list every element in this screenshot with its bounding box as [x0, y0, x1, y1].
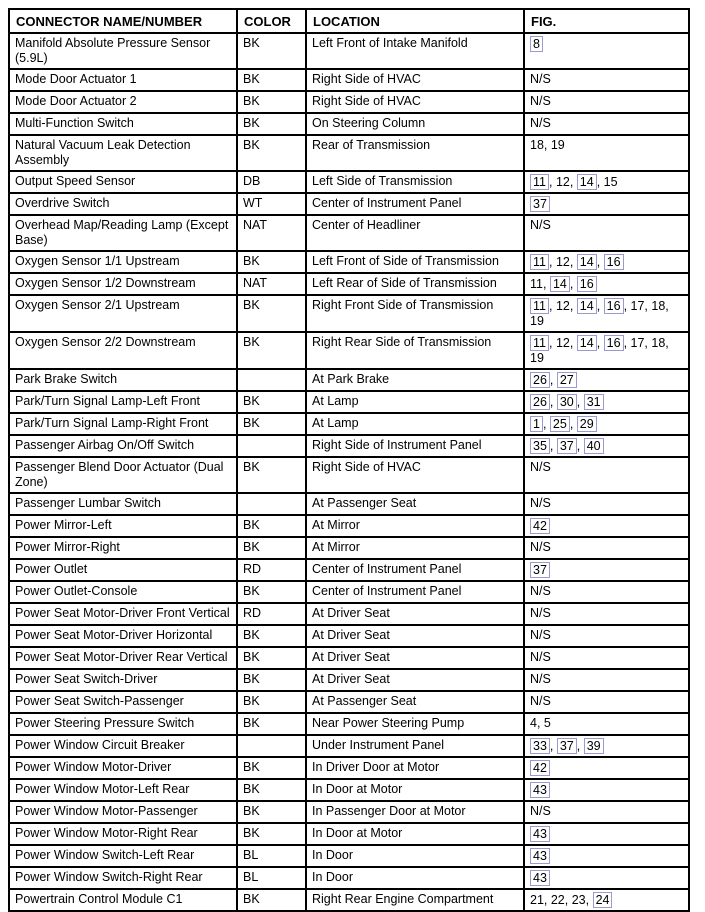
fig-separator: ,	[665, 299, 669, 313]
connector-color-cell: BK	[237, 135, 306, 171]
connector-name-cell: Oxygen Sensor 2/2 Downstream	[9, 332, 237, 369]
connector-name-cell: Power Window Switch-Left Rear	[9, 845, 237, 867]
table-row	[9, 889, 689, 911]
connector-name-cell: Power Seat Motor-Driver Horizontal	[9, 625, 237, 647]
connector-color-cell: BK	[237, 691, 306, 713]
figure-link[interactable]: 37	[530, 562, 550, 578]
fig-separator: ,	[569, 299, 577, 313]
connector-color-cell: BK	[237, 625, 306, 647]
connector-name-cell: Passenger Lumbar Switch	[9, 493, 237, 515]
fig-separator: ,	[576, 739, 584, 753]
table-row	[9, 779, 689, 801]
table-row	[9, 845, 689, 867]
figure-link[interactable]: 11	[530, 254, 549, 270]
figure-number: 18	[530, 138, 544, 152]
connector-location-cell: Right Side of HVAC	[306, 91, 524, 113]
connector-location-cell: Right Side of Instrument Panel	[306, 435, 524, 457]
figure-numbers-cell	[524, 332, 689, 369]
fig-separator: ,	[623, 336, 631, 350]
figure-link[interactable]: 42	[530, 518, 550, 534]
connector-location-cell: Right Side of HVAC	[306, 69, 524, 91]
connector-location-cell: At Driver Seat	[306, 669, 524, 691]
figure-numbers-cell	[524, 435, 689, 457]
connector-color-cell: BK	[237, 779, 306, 801]
connector-color-cell: BK	[237, 457, 306, 493]
connector-name-cell: Natural Vacuum Leak Detection Assembly	[9, 135, 237, 171]
figure-numbers-cell	[524, 193, 689, 215]
figure-number: N/S	[530, 606, 551, 620]
figure-link[interactable]: 43	[530, 826, 550, 842]
connector-location-cell: At Mirror	[306, 537, 524, 559]
connector-name-cell: Power Mirror-Right	[9, 537, 237, 559]
figure-number: 12	[555, 175, 570, 189]
figure-number: 18	[651, 336, 666, 350]
figure-link[interactable]: 14	[550, 276, 570, 292]
figure-numbers-cell	[524, 251, 689, 273]
figure-link[interactable]: 43	[530, 870, 550, 886]
figure-numbers-cell	[524, 889, 689, 911]
connector-location-cell: Under Instrument Panel	[306, 735, 524, 757]
connector-name-cell: Power Window Motor-Left Rear	[9, 779, 237, 801]
connector-location-cell: Right Front Side of Transmission	[306, 295, 524, 332]
connector-color-cell: BL	[237, 867, 306, 889]
connector-location-cell: Right Rear Side of Transmission	[306, 332, 524, 369]
figure-number: 22	[550, 893, 565, 907]
connector-name-cell: Manifold Absolute Pressure Sensor (5.9L)	[9, 33, 237, 69]
figure-link[interactable]: 37	[530, 196, 550, 212]
connector-location-cell: At Passenger Seat	[306, 691, 524, 713]
figure-link[interactable]: 35	[530, 438, 550, 454]
connector-color-cell: BK	[237, 33, 306, 69]
figure-numbers-cell	[524, 735, 689, 757]
connector-location-cell: In Door	[306, 867, 524, 889]
fig-separator: ,	[543, 138, 551, 152]
figure-link[interactable]: 16	[604, 335, 624, 351]
figure-numbers-cell	[524, 171, 689, 193]
connector-color-cell	[237, 369, 306, 391]
figure-number: 4	[530, 716, 537, 730]
connector-location-cell: At Lamp	[306, 391, 524, 413]
connector-name-cell: Power Window Motor-Passenger	[9, 801, 237, 823]
figure-numbers-cell	[524, 581, 689, 603]
table-row	[9, 691, 689, 713]
fig-separator: ,	[596, 299, 604, 313]
table-row	[9, 193, 689, 215]
connector-location-cell: Right Side of HVAC	[306, 457, 524, 493]
connector-color-cell: WT	[237, 193, 306, 215]
figure-numbers-cell	[524, 537, 689, 559]
connector-name-cell: Passenger Airbag On/Off Switch	[9, 435, 237, 457]
figure-link[interactable]: 43	[530, 848, 550, 864]
figure-numbers-cell	[524, 867, 689, 889]
figure-number: N/S	[530, 672, 551, 686]
connector-color-cell: BK	[237, 669, 306, 691]
connector-location-table	[8, 8, 690, 912]
figure-number: 18	[651, 299, 666, 313]
header-color: COLOR	[237, 9, 306, 33]
connector-location-cell: At Lamp	[306, 413, 524, 435]
table-row	[9, 435, 689, 457]
fig-separator: ,	[576, 439, 584, 453]
fig-separator: ,	[564, 893, 572, 907]
figure-link[interactable]: 1	[530, 416, 543, 432]
connector-color-cell: BK	[237, 537, 306, 559]
table-row	[9, 713, 689, 735]
connector-location-cell: At Driver Seat	[306, 625, 524, 647]
connector-color-cell: BK	[237, 113, 306, 135]
connector-color-cell: NAT	[237, 215, 306, 251]
connector-location-cell: Right Rear Engine Compartment	[306, 889, 524, 911]
figure-link[interactable]: 42	[530, 760, 550, 776]
figure-link[interactable]: 16	[577, 276, 597, 292]
fig-separator: ,	[665, 336, 669, 350]
figure-link[interactable]: 11	[530, 298, 549, 314]
figure-numbers-cell	[524, 391, 689, 413]
figure-numbers-cell	[524, 69, 689, 91]
figure-number: 17	[630, 299, 645, 313]
fig-separator: ,	[548, 336, 556, 350]
header-connector-name: CONNECTOR NAME/NUMBER	[9, 9, 237, 33]
figure-link[interactable]: 14	[577, 298, 597, 314]
figure-link[interactable]: 14	[577, 174, 597, 190]
figure-number: N/S	[530, 540, 551, 554]
figure-numbers-cell	[524, 369, 689, 391]
connector-name-cell: Power Seat Switch-Passenger	[9, 691, 237, 713]
table-row	[9, 413, 689, 435]
fig-separator: ,	[549, 395, 557, 409]
connector-location-cell: In Driver Door at Motor	[306, 757, 524, 779]
connector-name-cell: Overdrive Switch	[9, 193, 237, 215]
figure-number: N/S	[530, 496, 551, 510]
connector-name-cell: Oxygen Sensor 2/1 Upstream	[9, 295, 237, 332]
table-row	[9, 273, 689, 295]
figure-numbers-cell	[524, 135, 689, 171]
table-row	[9, 669, 689, 691]
figure-number: 21	[530, 893, 544, 907]
figure-link[interactable]: 30	[557, 394, 577, 410]
fig-separator: ,	[596, 175, 604, 189]
connector-color-cell: NAT	[237, 273, 306, 295]
figure-number: 23	[571, 893, 586, 907]
connector-name-cell: Output Speed Sensor	[9, 171, 237, 193]
figure-link[interactable]: 37	[557, 438, 577, 454]
figure-link[interactable]: 26	[530, 372, 550, 388]
connector-color-cell	[237, 493, 306, 515]
table-row	[9, 647, 689, 669]
connector-name-cell: Overhead Map/Reading Lamp (Except Base)	[9, 215, 237, 251]
figure-numbers-cell	[524, 647, 689, 669]
table-row	[9, 33, 689, 69]
table-row	[9, 69, 689, 91]
connector-name-cell: Oxygen Sensor 1/1 Upstream	[9, 251, 237, 273]
connector-location-cell: Center of Instrument Panel	[306, 559, 524, 581]
table-row	[9, 457, 689, 493]
connector-location-cell: In Door	[306, 845, 524, 867]
connector-name-cell: Power Steering Pressure Switch	[9, 713, 237, 735]
connector-color-cell: BK	[237, 581, 306, 603]
figure-numbers-cell	[524, 515, 689, 537]
figure-link[interactable]: 25	[550, 416, 570, 432]
figure-number: 19	[530, 314, 544, 328]
figure-numbers-cell	[524, 273, 689, 295]
figure-numbers-cell	[524, 295, 689, 332]
table-header-row	[9, 9, 689, 33]
fig-separator: ,	[548, 175, 556, 189]
figure-numbers-cell	[524, 559, 689, 581]
connector-color-cell: BK	[237, 823, 306, 845]
figure-link[interactable]: 16	[604, 298, 624, 314]
table-row	[9, 603, 689, 625]
figure-link[interactable]: 37	[557, 738, 577, 754]
connector-name-cell: Passenger Blend Door Actuator (Dual Zone)	[9, 457, 237, 493]
figure-numbers-cell	[524, 113, 689, 135]
table-row	[9, 251, 689, 273]
figure-number: 19	[550, 138, 565, 152]
fig-separator: ,	[569, 255, 577, 269]
fig-separator: ,	[569, 277, 577, 291]
figure-number: N/S	[530, 116, 551, 130]
figure-number: 5	[543, 716, 551, 730]
connector-color-cell: BK	[237, 413, 306, 435]
figure-numbers-cell	[524, 215, 689, 251]
connector-color-cell: BL	[237, 845, 306, 867]
connector-location-cell: Left Side of Transmission	[306, 171, 524, 193]
connector-name-cell: Oxygen Sensor 1/2 Downstream	[9, 273, 237, 295]
table-row	[9, 581, 689, 603]
figure-number: N/S	[530, 584, 551, 598]
fig-separator: ,	[548, 255, 556, 269]
fig-separator: ,	[549, 373, 557, 387]
connector-name-cell: Powertrain Control Module C1	[9, 889, 237, 911]
header-fig: FIG.	[524, 9, 689, 33]
fig-separator: ,	[644, 299, 652, 313]
table-row	[9, 391, 689, 413]
figure-numbers-cell	[524, 669, 689, 691]
figure-link[interactable]: 39	[584, 738, 604, 754]
figure-numbers-cell	[524, 779, 689, 801]
connector-name-cell: Mode Door Actuator 2	[9, 91, 237, 113]
fig-separator: ,	[596, 336, 604, 350]
connector-location-cell: At Passenger Seat	[306, 493, 524, 515]
figure-link[interactable]: 14	[577, 254, 597, 270]
figure-number: 12	[555, 299, 570, 313]
figure-number: N/S	[530, 650, 551, 664]
figure-number: 15	[603, 175, 618, 189]
connector-color-cell	[237, 735, 306, 757]
figure-link[interactable]: 31	[584, 394, 604, 410]
connector-color-cell: BK	[237, 801, 306, 823]
figure-numbers-cell	[524, 33, 689, 69]
table-row	[9, 135, 689, 171]
connector-location-cell: Left Front of Intake Manifold	[306, 33, 524, 69]
figure-link[interactable]: 24	[593, 892, 613, 908]
figure-number: N/S	[530, 94, 551, 108]
table-row	[9, 559, 689, 581]
connector-location-cell: In Passenger Door at Motor	[306, 801, 524, 823]
fig-separator: ,	[596, 255, 604, 269]
connector-name-cell: Power Seat Switch-Driver	[9, 669, 237, 691]
connector-location-cell: Rear of Transmission	[306, 135, 524, 171]
figure-link[interactable]: 16	[604, 254, 624, 270]
fig-separator: ,	[543, 893, 551, 907]
connector-name-cell: Power Window Motor-Right Rear	[9, 823, 237, 845]
connector-color-cell: BK	[237, 713, 306, 735]
figure-numbers-cell	[524, 845, 689, 867]
table-row	[9, 537, 689, 559]
figure-number: N/S	[530, 694, 551, 708]
figure-numbers-cell	[524, 457, 689, 493]
connector-name-cell: Park/Turn Signal Lamp-Right Front	[9, 413, 237, 435]
figure-numbers-cell	[524, 603, 689, 625]
figure-numbers-cell	[524, 91, 689, 113]
connector-location-cell: At Driver Seat	[306, 603, 524, 625]
figure-number: N/S	[530, 628, 551, 642]
connector-color-cell: BK	[237, 757, 306, 779]
connector-name-cell: Power Window Motor-Driver	[9, 757, 237, 779]
connector-color-cell: BK	[237, 251, 306, 273]
table-row	[9, 91, 689, 113]
connector-name-cell: Power Window Switch-Right Rear	[9, 867, 237, 889]
connector-color-cell: BK	[237, 91, 306, 113]
figure-numbers-cell	[524, 493, 689, 515]
connector-color-cell: BK	[237, 515, 306, 537]
connector-color-cell: BK	[237, 332, 306, 369]
figure-number: 12	[555, 336, 570, 350]
fig-separator: ,	[536, 716, 544, 730]
header-location: LOCATION	[306, 9, 524, 33]
connector-location-cell: On Steering Column	[306, 113, 524, 135]
fig-separator: ,	[569, 417, 577, 431]
fig-separator: ,	[576, 395, 584, 409]
fig-separator: ,	[542, 277, 550, 291]
table-row	[9, 801, 689, 823]
table-body	[9, 33, 689, 911]
connector-name-cell: Power Mirror-Left	[9, 515, 237, 537]
fig-separator: ,	[623, 299, 631, 313]
table-row	[9, 735, 689, 757]
connector-color-cell: DB	[237, 171, 306, 193]
figure-number: N/S	[530, 218, 551, 232]
table-row	[9, 295, 689, 332]
table-row	[9, 113, 689, 135]
figure-numbers-cell	[524, 413, 689, 435]
figure-numbers-cell	[524, 625, 689, 647]
figure-numbers-cell	[524, 691, 689, 713]
fig-separator: ,	[542, 417, 550, 431]
connector-name-cell: Power Seat Motor-Driver Front Vertical	[9, 603, 237, 625]
figure-number: N/S	[530, 804, 551, 818]
figure-number: 12	[555, 255, 570, 269]
fig-separator: ,	[569, 336, 577, 350]
table-row	[9, 171, 689, 193]
figure-numbers-cell	[524, 713, 689, 735]
figure-link[interactable]: 14	[577, 335, 597, 351]
connector-location-cell: In Door at Motor	[306, 779, 524, 801]
fig-separator: ,	[644, 336, 652, 350]
figure-link[interactable]: 11	[530, 174, 549, 190]
table-row	[9, 515, 689, 537]
connector-color-cell: BK	[237, 889, 306, 911]
table-row	[9, 369, 689, 391]
figure-link[interactable]: 40	[584, 438, 604, 454]
connector-color-cell	[237, 435, 306, 457]
table-row	[9, 625, 689, 647]
connector-name-cell: Power Seat Motor-Driver Rear Vertical	[9, 647, 237, 669]
fig-separator: ,	[549, 439, 557, 453]
figure-link[interactable]: 8	[530, 36, 543, 52]
connector-name-cell: Power Window Circuit Breaker	[9, 735, 237, 757]
connector-color-cell: BK	[237, 295, 306, 332]
fig-separator: ,	[548, 299, 556, 313]
figure-link[interactable]: 27	[557, 372, 577, 388]
connector-location-cell: At Driver Seat	[306, 647, 524, 669]
connector-name-cell: Multi-Function Switch	[9, 113, 237, 135]
connector-color-cell: BK	[237, 69, 306, 91]
connector-name-cell: Park/Turn Signal Lamp-Left Front	[9, 391, 237, 413]
connector-name-cell: Park Brake Switch	[9, 369, 237, 391]
figure-numbers-cell	[524, 801, 689, 823]
connector-color-cell: BK	[237, 391, 306, 413]
table-row	[9, 215, 689, 251]
figure-numbers-cell	[524, 757, 689, 779]
connector-color-cell: BK	[237, 647, 306, 669]
connector-location-cell: Left Rear of Side of Transmission	[306, 273, 524, 295]
connector-location-cell: Near Power Steering Pump	[306, 713, 524, 735]
figure-number: N/S	[530, 72, 551, 86]
connector-location-cell: Center of Instrument Panel	[306, 193, 524, 215]
connector-name-cell: Mode Door Actuator 1	[9, 69, 237, 91]
figure-link[interactable]: 33	[530, 738, 550, 754]
table-row	[9, 493, 689, 515]
figure-number: N/S	[530, 460, 551, 474]
table-row	[9, 757, 689, 779]
connector-location-cell: At Mirror	[306, 515, 524, 537]
figure-numbers-cell	[524, 823, 689, 845]
connector-location-cell: At Park Brake	[306, 369, 524, 391]
figure-number: 17	[630, 336, 645, 350]
connector-name-cell: Power Outlet-Console	[9, 581, 237, 603]
fig-separator: ,	[549, 739, 557, 753]
figure-link[interactable]: 11	[530, 335, 549, 351]
figure-number: 19	[530, 351, 544, 365]
connector-location-cell: In Door at Motor	[306, 823, 524, 845]
fig-separator: ,	[569, 175, 577, 189]
connector-color-cell: RD	[237, 559, 306, 581]
connector-location-cell: Center of Instrument Panel	[306, 581, 524, 603]
connector-color-cell: RD	[237, 603, 306, 625]
fig-separator: ,	[585, 893, 593, 907]
connector-location-cell: Center of Headliner	[306, 215, 524, 251]
figure-link[interactable]: 26	[530, 394, 550, 410]
table-row	[9, 823, 689, 845]
figure-link[interactable]: 43	[530, 782, 550, 798]
connector-name-cell: Power Outlet	[9, 559, 237, 581]
table-row	[9, 867, 689, 889]
figure-number: 11	[530, 277, 543, 291]
table-row	[9, 332, 689, 369]
connector-location-cell: Left Front of Side of Transmission	[306, 251, 524, 273]
figure-link[interactable]: 29	[577, 416, 597, 432]
